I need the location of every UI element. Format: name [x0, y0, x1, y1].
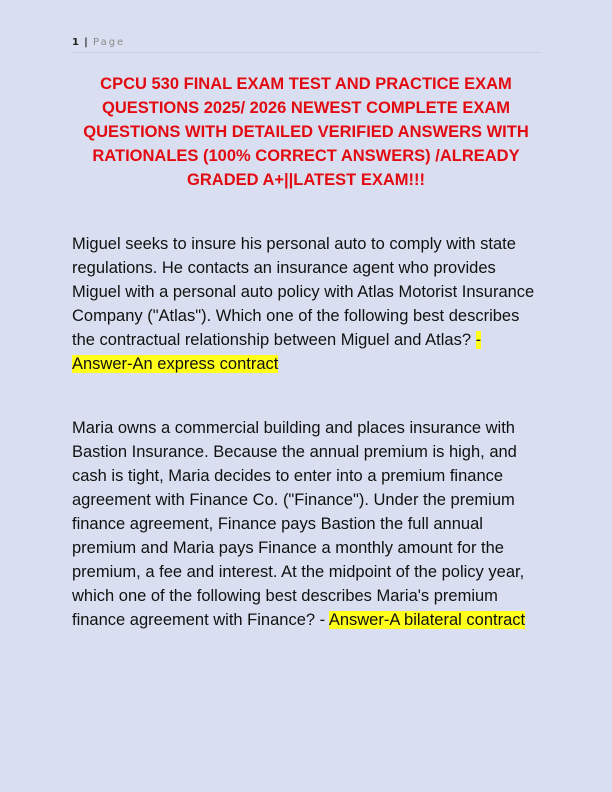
page-separator: | [84, 37, 88, 48]
question-text: Maria owns a commercial building and places insurance with Bastion Insurance. Because the annual premium is high, and cash is tight, Maria decides to enter into a premium finance agreement with Finance Co. ("Finance"). Under the premium finance agreement, Finance pays Bastion the full annual premium and Maria pays Finance a monthly amount for the premium, a fee and interest. At the midpoint of the policy year, which one of the following best describes Maria's premium finance agreement with Finance? - [72, 419, 525, 629]
question-block-2 [72, 416, 542, 632]
answer-highlight: Answer-A bilateral contract [328, 611, 526, 629]
question-text: Miguel seeks to insure his personal auto to comply with state regulations. He contacts an insurance agent who provides Miguel with a personal auto policy with Atlas Motorist Insurance Company ("Atlas"). Which one of the following best describes the contractual relationship between Miguel and Atlas? [72, 235, 535, 349]
page-label: Page [93, 37, 126, 48]
page-header [72, 36, 540, 53]
page-number: 1 [72, 37, 79, 48]
question-block-1 [72, 232, 542, 376]
document-title: CPCU 530 FINAL EXAM TEST AND PRACTICE EXAM QUESTIONS 2025/ 2026 NEWEST COMPLETE EXAM QUESTIONS WITH DETAILED VERIFIED ANSWERS WITH RATIONALES (100% CORRECT ANSWERS) /ALREADY GRADED A+||LATEST EXAM!!! [83, 75, 529, 189]
answer-highlight: - Answer-An express contract [72, 331, 482, 373]
